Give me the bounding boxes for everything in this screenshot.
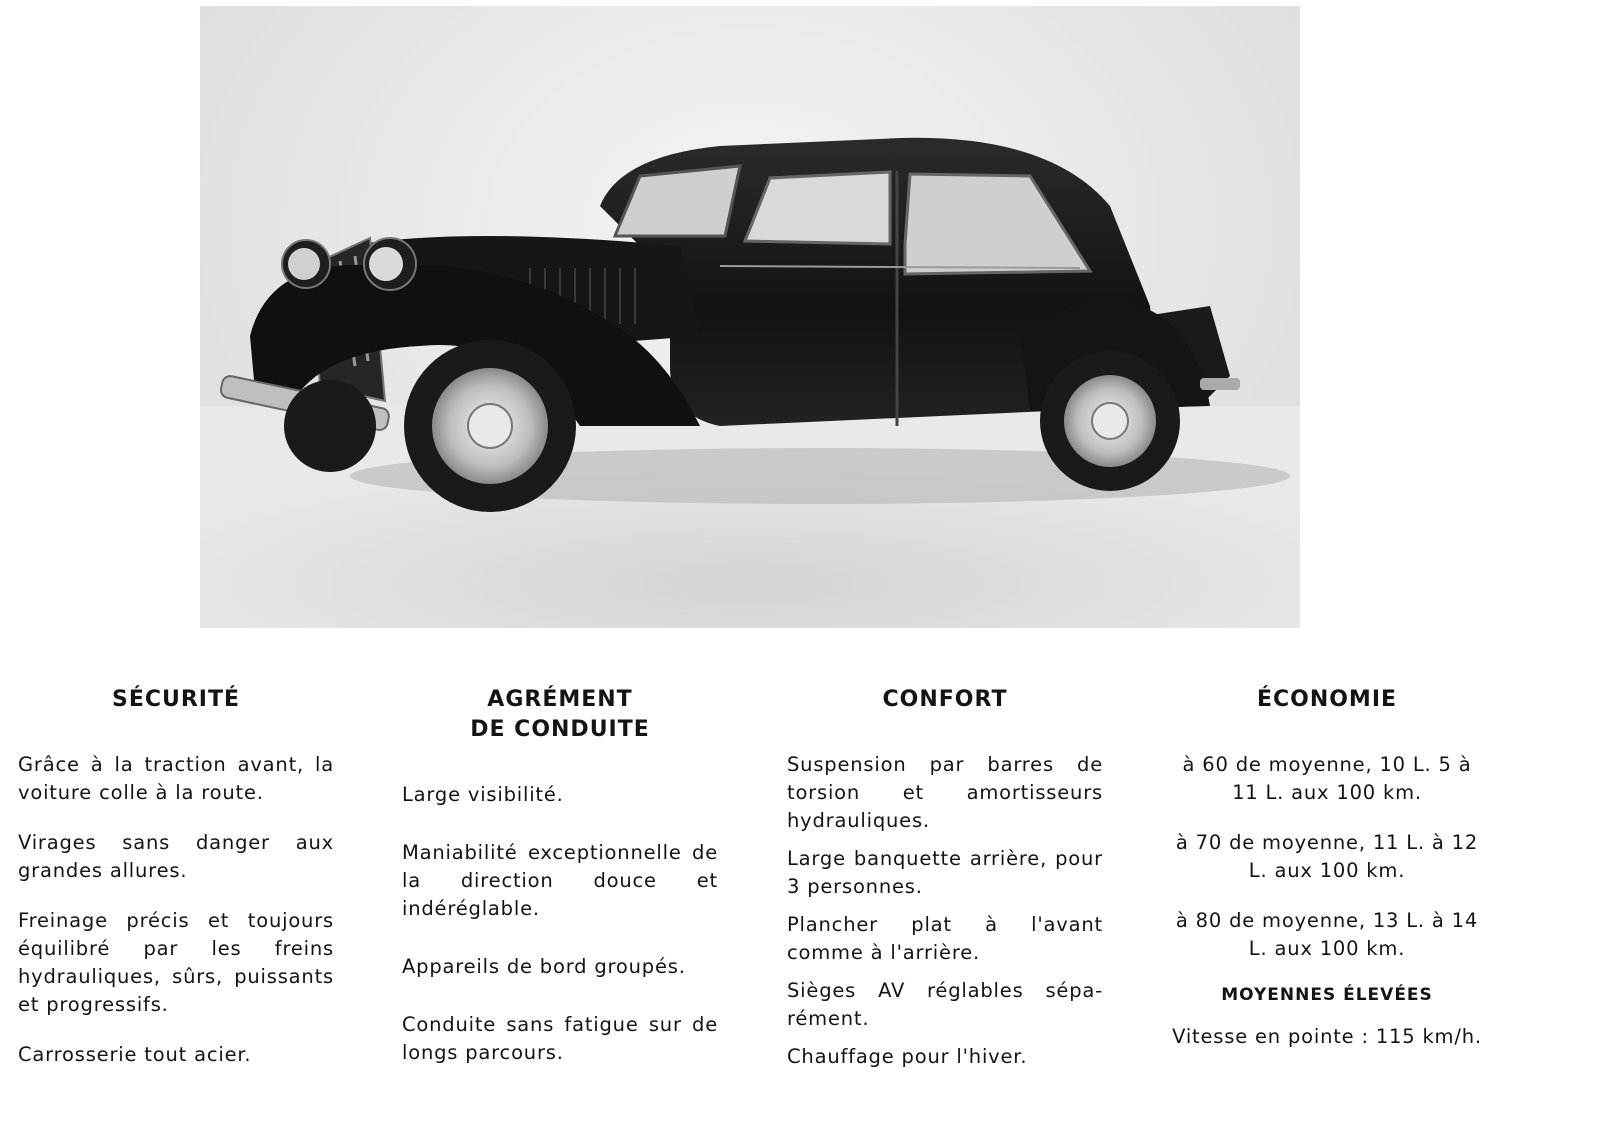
title-line-2: DE CONDUITE	[470, 717, 650, 742]
feature-item: Chauffage pour l'hiver.	[787, 1045, 1028, 1068]
column-economie	[1168, 685, 1486, 1051]
top-speed: Vitesse en pointe : 115 km/h.	[1172, 1025, 1482, 1048]
feature-item: Virages sans danger aux grandes allures.	[18, 831, 334, 882]
feature-item: Large visibilité.	[402, 783, 564, 806]
feature-item: Maniabilité exceptionnelle de la direction douce et indéréglable.	[402, 841, 718, 920]
title-line-1: AGRÉMENT	[487, 687, 633, 712]
column-confort	[787, 685, 1103, 1081]
consumption-item: à 60 de moyenne, 10 L. 5 à 11 L. aux 100 km.	[1182, 753, 1472, 804]
consumption-item: à 80 de moyenne, 13 L. à 14 L. aux 100 km.	[1175, 909, 1479, 960]
column-title-confort: CONFORT	[882, 687, 1008, 712]
column-title-agrement	[402, 685, 718, 745]
feature-item: Large banquette arrière, pour 3 personnes.	[787, 847, 1103, 898]
car-illustration	[200, 6, 1300, 628]
feature-item: Carrosserie tout acier.	[18, 1043, 252, 1066]
consumption-item: à 70 de moyenne, 11 L. à 12 L. aux 100 km.	[1175, 831, 1479, 882]
feature-item: Plancher plat à l'avant comme à l'arrière.	[787, 913, 1103, 964]
feature-item: Sièges AV réglables sépa-rément.	[787, 979, 1103, 1030]
feature-item: Conduite sans fatigue sur de longs parcours.	[402, 1013, 718, 1064]
feature-item: Freinage précis et toujours équilibré par les freins hydrauliques, sûrs, puissants et progressifs.	[18, 909, 334, 1016]
car-photo	[200, 6, 1300, 628]
subtitle-moyennes: MOYENNES ÉLEVÉES	[1221, 985, 1433, 1005]
column-agrement	[402, 685, 718, 1097]
column-title-economie: ÉCONOMIE	[1256, 687, 1398, 712]
column-securite	[18, 685, 334, 1091]
column-title-securite: SÉCURITÉ	[111, 687, 241, 712]
feature-item: Grâce à la traction avant, la voiture colle à la route.	[18, 753, 334, 804]
feature-item: Suspension par barres de torsion et amortisseurs hydrauliques.	[787, 753, 1103, 832]
feature-item: Appareils de bord groupés.	[402, 955, 686, 978]
